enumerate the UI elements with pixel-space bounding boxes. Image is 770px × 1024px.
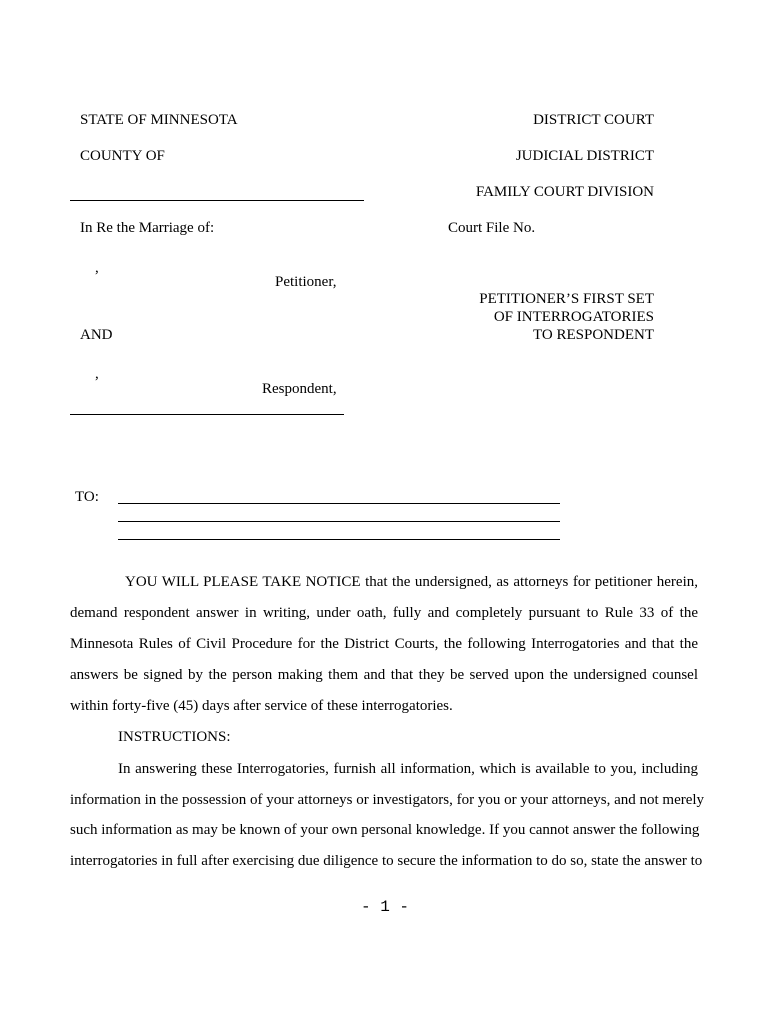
and-label: AND: [80, 327, 113, 343]
county-blank-line: [70, 200, 364, 201]
notice-line-5: within forty-five (45) days after service of these interrogatories.: [70, 698, 453, 714]
instruction-line-2: information in the possession of your attorneys or investigators, for you or your attorneys, and not merely: [70, 792, 705, 808]
division-label: FAMILY COURT DIVISION: [475, 184, 654, 200]
to-line-3: [118, 539, 560, 540]
court-file-label: Court File No.: [448, 220, 536, 236]
court-label: DISTRICT COURT: [533, 112, 654, 128]
doc-title-line-3: TO RESPONDENT: [533, 327, 654, 343]
petitioner-name-blank: ,: [95, 260, 99, 276]
instruction-line-1: In answering these Interrogatories, furnish all information, which is available to you, including: [118, 761, 698, 777]
notice-line-3: Minnesota Rules of Civil Procedure for the District Courts, the following Interrogatories and that the: [70, 636, 698, 652]
to-line-2: [118, 521, 560, 522]
doc-title-line-2: OF INTERROGATORIES: [493, 309, 654, 325]
respondent-name-blank: ,: [95, 366, 99, 382]
caption-bottom-line: [70, 414, 344, 415]
county-label: COUNTY OF: [80, 148, 165, 164]
district-label: JUDICIAL DISTRICT: [515, 148, 654, 164]
page-number: - 1 -: [360, 898, 409, 916]
petitioner-label: Petitioner,: [275, 274, 337, 290]
state-label: STATE OF MINNESOTA: [80, 112, 238, 128]
notice-line-1: YOU WILL PLEASE TAKE NOTICE that the undersigned, as attorneys for petitioner herein,: [125, 574, 698, 590]
in-re-label: In Re the Marriage of:: [80, 220, 215, 236]
to-label: TO:: [75, 489, 99, 505]
to-line-1: [118, 503, 560, 504]
notice-line-4: answers be signed by the person making them and that they be served upon the undersigned counsel: [70, 667, 698, 683]
notice-line-2: demand respondent answer in writing, under oath, fully and completely pursuant to Rule 33 of the: [70, 605, 698, 621]
instructions-heading: INSTRUCTIONS:: [118, 729, 231, 745]
doc-title-line-1: PETITIONER’S FIRST SET: [479, 291, 654, 307]
instruction-line-3: such information as may be known of your own personal knowledge. If you cannot answer the following: [70, 822, 700, 838]
instruction-line-4: interrogatories in full after exercising due diligence to secure the information to do so, state the answer to: [70, 853, 703, 869]
respondent-label: Respondent,: [262, 381, 337, 397]
